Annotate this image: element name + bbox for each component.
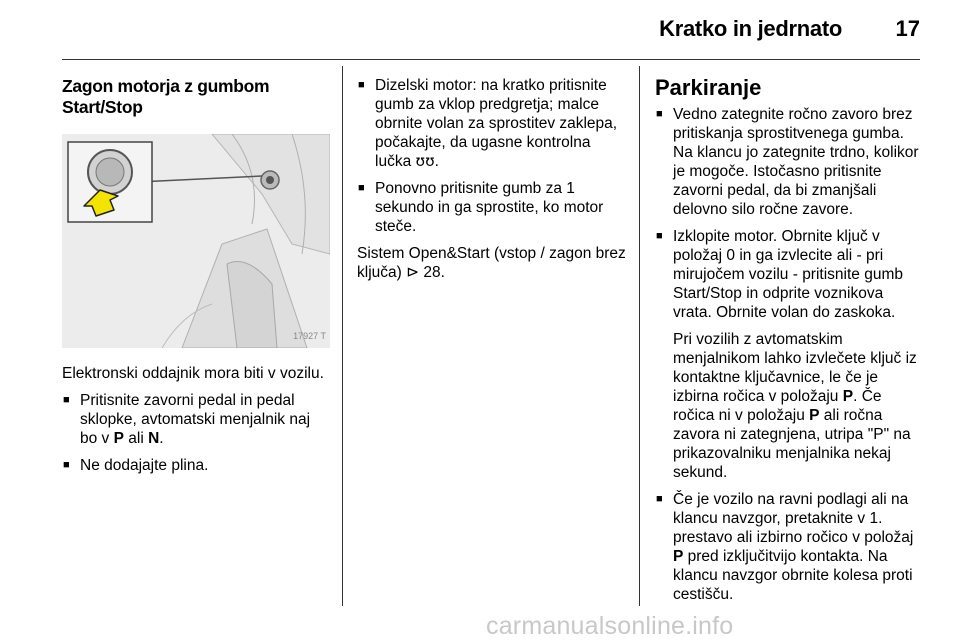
start-stop-illustration xyxy=(62,134,330,348)
column-start-stop xyxy=(62,76,330,483)
image-code: 17927 T xyxy=(293,331,326,341)
column-diesel xyxy=(357,76,627,290)
page-number: 17 xyxy=(895,16,920,41)
intro-text: Elektronski oddajnik mora biti v vozilu. xyxy=(62,365,324,382)
watermark: carmanualsonline.info xyxy=(486,612,734,640)
column-parking xyxy=(655,76,923,612)
section-title-start-stop: Zagon motorja z gumbom Start/Stop xyxy=(62,76,270,117)
automatic-note: Pri vozilih z avtomatskim menjalnikom lahko izvlečete ključ iz kontaktne ključavnice, le če je izbirna ročica v položaju P. Če ročica ni v položaju P ali ročna zavora ni zategnjena, utripa "P" na prikazovalniku menjalnika nekaj sekund. xyxy=(673,331,917,481)
section-title-parking: Parkiranje xyxy=(655,75,762,100)
column-divider-2 xyxy=(639,66,640,606)
page-ref-link[interactable]: 28. xyxy=(419,264,445,281)
open-start-text: Sistem Open&Start (vstop / zagon brez ključa) ⊳ 28. xyxy=(357,245,626,281)
header-divider xyxy=(62,59,920,60)
list-item-handbrake: ■ Vedno zategnite ročno zavoro brez pritiskanja sprostitvenega gumba. Na klancu jo zategnite trdno, kolikor je mogoče. Istočasno pritisnite zavorni pedal, da bi zmanjšali delovno silo ročne zavore. xyxy=(655,105,923,219)
dashboard-illustration xyxy=(62,134,330,348)
list-item-diesel: ■ Dizelski motor: na kratko pritisnite gumb za vklop predgretja; malce obrnite volan za sprostitev zaklepa, počakajte, da ugasne kontrolna lučka ʊʊ. xyxy=(357,76,627,171)
list-item-pedal: ■ Pritisnite zavorni pedal in pedal sklopke, avtomatski menjalnik naj bo v P ali N. xyxy=(62,391,330,448)
list-item-engine-off: ■ Izklopite motor. Obrnite ključ v položaj 0 in ga izvlecite ali - pri mirujočem vozilu - pritisnite gumb Start/Stop in odprite voznikova vrata. Obrnite volan do zaskoka. xyxy=(655,227,923,322)
list-item-gear: ■ Če je vozilo na ravni podlagi ali na klancu navzgor, pretaknite v 1. prestavo ali izbirno ročico v položaj P pred izključitvijo kontakta. Na klancu navzgor obrnite kolesa proti cestišču. xyxy=(655,490,923,604)
column-divider-1 xyxy=(342,66,343,606)
list-item-press-again: ■ Ponovno pritisnite gumb za 1 sekundo in ga sprostite, ko motor steče. xyxy=(357,179,627,236)
list-item-no-throttle: ■ Ne dodajajte plina. xyxy=(62,456,330,475)
glow-plug-icon: ʊʊ xyxy=(415,152,435,170)
page-ref-icon: ⊳ xyxy=(406,263,420,281)
header-title: Kratko in jedrnato xyxy=(659,16,842,41)
